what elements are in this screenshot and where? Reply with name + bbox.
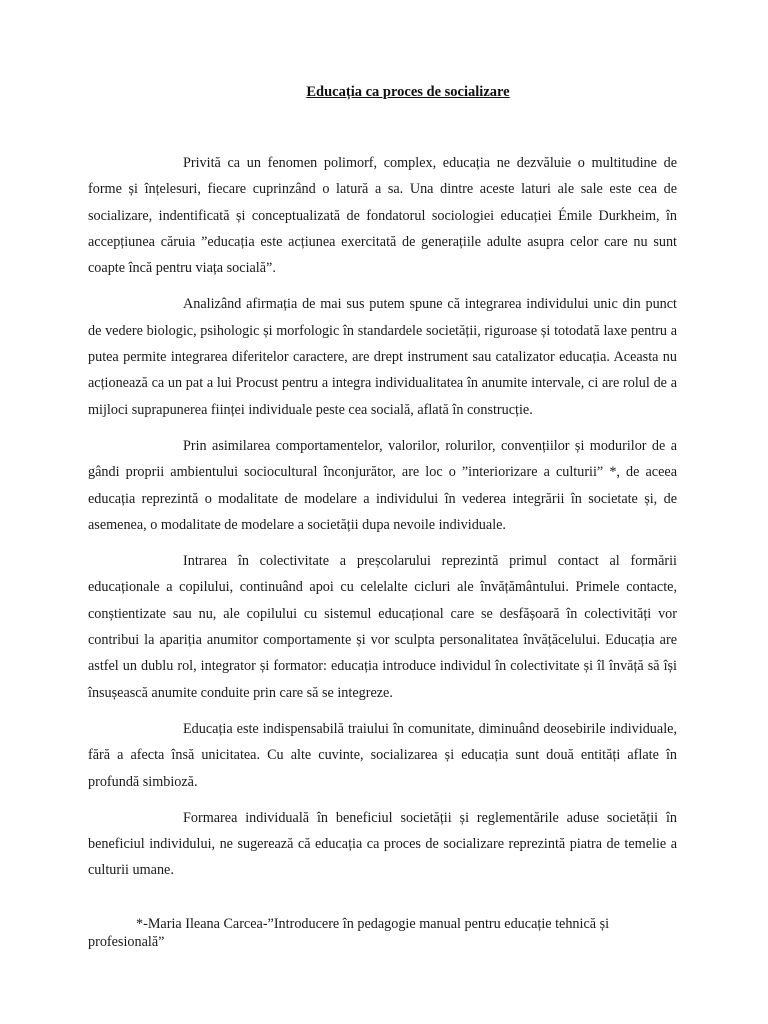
paragraph-6: Formarea individuală în beneficiul societății și reglementările aduse societății în beneficiul individului, ne sugerează că educația ca proces de socializare reprezintă piatra de temelie a culturii umane. bbox=[88, 809, 677, 879]
paragraph-3: Prin asimilarea comportamentelor, valorilor, rolurilor, convențiilor și modurilor de a gândi proprii ambientului sociocultural înconjurător, are loc o ”interiorizare a culturii” *, de aceea educația reprezintă o modalitate de modelare a individului în vederea integrării în societate și, de asemenea, o modalitate de modelare a societății dupa nevoile individuale. bbox=[88, 437, 677, 533]
paragraph-1: Privită ca un fenomen polimorf, complex, educația ne dezvăluie o multitudine de forme și înțelesuri, fiecare cuprinzând o latură a sa. Una dintre aceste laturi ale sale este cea de socializare, indentificată și conceptualizată de fondatorul sociologiei educației Émile Durkheim, în accepțiunea căruia ”educația este acțiunea exercitată de generațiile adulte asupra celor care nu sunt coapte încă pentru viața socială”. bbox=[88, 155, 677, 277]
paragraph-2: Analizând afirmația de mai sus putem spune că integrarea individului unic din punct de vedere biologic, psihologic și morfologic în standardele societății, riguroase și totodată laxe pentru a putea permite integrarea diferitelor caractere, are drept instrument sau catalizator educația. Aceasta nu acționează ca un pat a lui Procust pentru a integra individualitatea în anumite intervale, ci are rolul de a mijloci suprapunerea ființei individuale peste cea socială, aflată în construcție. bbox=[88, 296, 677, 418]
document-body bbox=[88, 150, 677, 894]
paragraph-5: Educația este indispensabilă traiului în comunitate, diminuând deosebirile individuale, fără a afecta însă unicitatea. Cu alte cuvinte, socializarea și educația sunt două entități aflate în profundă simbioză. bbox=[88, 720, 677, 790]
paragraph-4: Intrarea în colectivitate a preșcolarului reprezintă primul contact al formării educaționale a copilului, continuând apoi cu celelalte cicluri ale învățământului. Primele contacte, conștientizate sau nu, ale copilului cu sistemul educațional care se desfășoară în colectivități vor contribui la apariția anumitor comportamente și vor sculpta personalitatea învățăcelului. Educația are astfel un dublu rol, integrator și formator: educația introduce individul în colectivitate și îl învăță să își însușească anumite conduite prin care să se integreze. bbox=[88, 553, 677, 701]
document-title: Educația ca proces de socializare bbox=[306, 84, 510, 100]
footnote: *-Maria Ileana Carcea-”Introducere în pedagogie manual pentru educație tehnică și profesională” bbox=[88, 916, 610, 950]
